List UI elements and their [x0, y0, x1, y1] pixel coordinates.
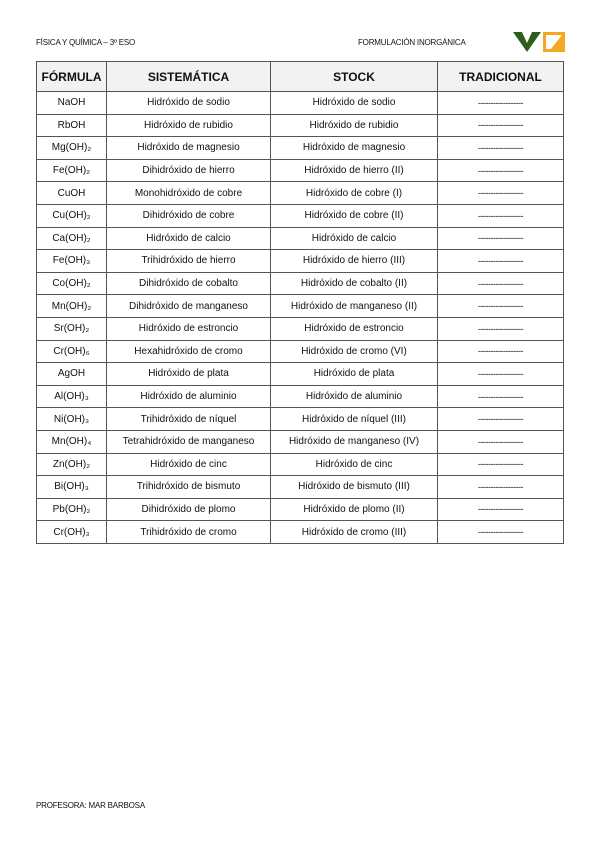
table-row — [37, 317, 564, 340]
table-row — [37, 408, 564, 431]
cell-traditional: ------------------ — [438, 430, 564, 453]
header-subject: FÍSICA Y QUÍMICA – 3º ESO — [36, 38, 135, 47]
table-row — [37, 385, 564, 408]
table-header-row — [37, 62, 564, 92]
cell-traditional: ------------------ — [438, 363, 564, 386]
table-row — [37, 363, 564, 386]
cell-formula: Ca(OH)₂ — [37, 227, 107, 250]
cell-stock: Hidróxido de sodio — [271, 92, 438, 115]
table-row — [37, 295, 564, 318]
cell-systematic: Hidróxido de rubidio — [107, 114, 271, 137]
cell-systematic: Hidróxido de plata — [107, 363, 271, 386]
cell-formula: Ni(OH)₃ — [37, 408, 107, 431]
column-header-stock: STOCK — [271, 62, 438, 92]
cell-formula: RbOH — [37, 114, 107, 137]
cell-stock: Hidróxido de estroncio — [271, 317, 438, 340]
cell-stock: Hidróxido de magnesio — [271, 137, 438, 160]
cell-traditional: ------------------ — [438, 498, 564, 521]
column-header-traditional: TRADICIONAL — [438, 62, 564, 92]
cell-systematic: Hidróxido de estroncio — [107, 317, 271, 340]
cell-formula: Cr(OH)₃ — [37, 521, 107, 544]
cell-stock: Hidróxido de bismuto (III) — [271, 476, 438, 499]
cell-formula: Al(OH)₃ — [37, 385, 107, 408]
cell-systematic: Dihidróxido de plomo — [107, 498, 271, 521]
cell-systematic: Dihidróxido de manganeso — [107, 295, 271, 318]
cell-stock: Hidróxido de hierro (III) — [271, 250, 438, 273]
cell-traditional: ------------------ — [438, 227, 564, 250]
cell-stock: Hidróxido de níquel (III) — [271, 408, 438, 431]
cell-stock: Hidróxido de cromo (III) — [271, 521, 438, 544]
cell-formula: Bi(OH)₃ — [37, 476, 107, 499]
cell-traditional: ------------------ — [438, 408, 564, 431]
table-row — [37, 159, 564, 182]
cell-systematic: Trihidróxido de hierro — [107, 250, 271, 273]
logo-icon — [513, 32, 565, 52]
cell-systematic: Hidróxido de magnesio — [107, 137, 271, 160]
cell-stock: Hidróxido de cromo (VI) — [271, 340, 438, 363]
cell-systematic: Hidróxido de calcio — [107, 227, 271, 250]
cell-traditional: ------------------ — [438, 453, 564, 476]
cell-systematic: Dihidróxido de cobre — [107, 204, 271, 227]
formulation-table — [36, 61, 564, 544]
table-row — [37, 182, 564, 205]
cell-traditional: ------------------ — [438, 476, 564, 499]
cell-formula: Fe(OH)₂ — [37, 159, 107, 182]
cell-formula: Cu(OH)₂ — [37, 204, 107, 227]
cell-traditional: ------------------ — [438, 92, 564, 115]
cell-systematic: Trihidróxido de cromo — [107, 521, 271, 544]
cell-formula: Cr(OH)₆ — [37, 340, 107, 363]
cell-traditional: ------------------ — [438, 250, 564, 273]
cell-traditional: ------------------ — [438, 272, 564, 295]
table-row — [37, 521, 564, 544]
cell-systematic: Hexahidróxido de cromo — [107, 340, 271, 363]
cell-traditional: ------------------ — [438, 159, 564, 182]
cell-systematic: Hidróxido de sodio — [107, 92, 271, 115]
cell-traditional: ------------------ — [438, 182, 564, 205]
cell-traditional: ------------------ — [438, 385, 564, 408]
cell-stock: Hidróxido de rubidio — [271, 114, 438, 137]
cell-stock: Hidróxido de cinc — [271, 453, 438, 476]
cell-systematic: Hidróxido de cinc — [107, 453, 271, 476]
table-row — [37, 453, 564, 476]
cell-traditional: ------------------ — [438, 521, 564, 544]
cell-stock: Hidróxido de manganeso (II) — [271, 295, 438, 318]
cell-stock: Hidróxido de aluminio — [271, 385, 438, 408]
cell-stock: Hidróxido de cobalto (II) — [271, 272, 438, 295]
cell-traditional: ------------------ — [438, 204, 564, 227]
table-row — [37, 92, 564, 115]
cell-stock: Hidróxido de manganeso (IV) — [271, 430, 438, 453]
table-row — [37, 272, 564, 295]
table-row — [37, 250, 564, 273]
table-row — [37, 498, 564, 521]
cell-formula: Co(OH)₂ — [37, 272, 107, 295]
cell-traditional: ------------------ — [438, 137, 564, 160]
table-row — [37, 137, 564, 160]
table-row — [37, 114, 564, 137]
table-row — [37, 340, 564, 363]
cell-stock: Hidróxido de cobre (I) — [271, 182, 438, 205]
cell-formula: Mg(OH)₂ — [37, 137, 107, 160]
cell-traditional: ------------------ — [438, 295, 564, 318]
cell-stock: Hidróxido de plomo (II) — [271, 498, 438, 521]
cell-formula: AgOH — [37, 363, 107, 386]
table-row — [37, 430, 564, 453]
cell-systematic: Hidróxido de aluminio — [107, 385, 271, 408]
cell-stock: Hidróxido de hierro (II) — [271, 159, 438, 182]
footer-teacher: PROFESORA: MAR BARBOSA — [36, 801, 145, 810]
cell-formula: Sr(OH)₂ — [37, 317, 107, 340]
cell-systematic: Dihidróxido de hierro — [107, 159, 271, 182]
cell-stock: Hidróxido de calcio — [271, 227, 438, 250]
cell-traditional: ------------------ — [438, 114, 564, 137]
cell-systematic: Tetrahidróxido de manganeso — [107, 430, 271, 453]
cell-formula: Zn(OH)₂ — [37, 453, 107, 476]
column-header-formula: FÓRMULA — [37, 62, 107, 92]
cell-systematic: Trihidróxido de bismuto — [107, 476, 271, 499]
cell-formula: Mn(OH)₂ — [37, 295, 107, 318]
table-row — [37, 476, 564, 499]
header-topic: FORMULACIÓN INORGÁNICA — [358, 38, 466, 47]
cell-formula: CuOH — [37, 182, 107, 205]
cell-systematic: Dihidróxido de cobalto — [107, 272, 271, 295]
table-row — [37, 204, 564, 227]
cell-formula: NaOH — [37, 92, 107, 115]
cell-systematic: Monohidróxido de cobre — [107, 182, 271, 205]
cell-systematic: Trihidróxido de níquel — [107, 408, 271, 431]
cell-formula: Pb(OH)₂ — [37, 498, 107, 521]
cell-traditional: ------------------ — [438, 317, 564, 340]
cell-stock: Hidróxido de plata — [271, 363, 438, 386]
cell-traditional: ------------------ — [438, 340, 564, 363]
table-row — [37, 227, 564, 250]
cell-formula: Mn(OH)₄ — [37, 430, 107, 453]
cell-stock: Hidróxido de cobre (II) — [271, 204, 438, 227]
column-header-systematic: SISTEMÁTICA — [107, 62, 271, 92]
cell-formula: Fe(OH)₃ — [37, 250, 107, 273]
